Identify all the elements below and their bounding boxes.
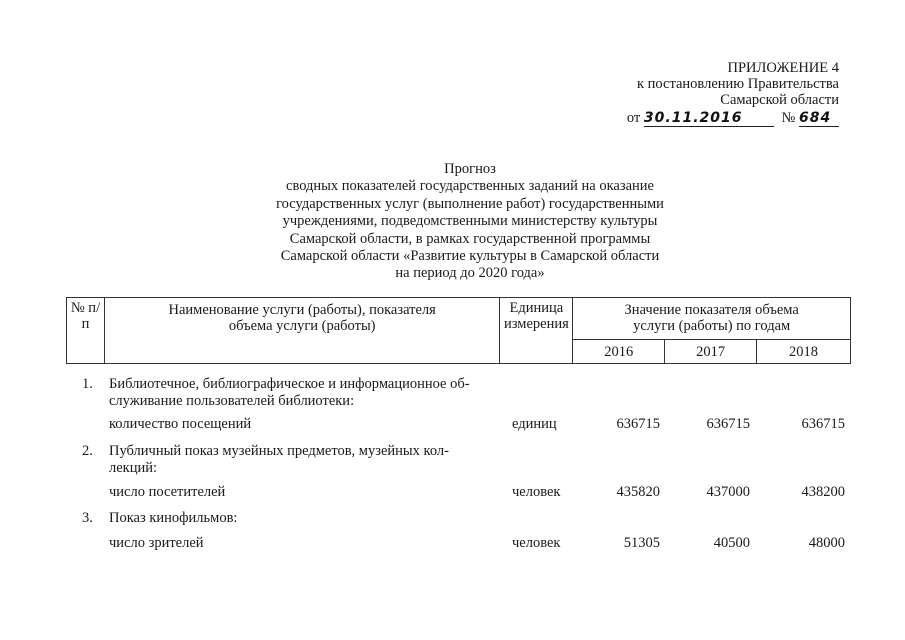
title-line: государственных услуг (выполнение работ) государственными	[276, 195, 664, 212]
row-value-2017: 636715	[706, 416, 750, 432]
number-prefix: №	[781, 110, 796, 126]
appendix-line1: к постановлению Правительства	[637, 76, 839, 92]
number-field	[799, 110, 839, 127]
title-line: Прогноз	[444, 161, 496, 177]
header-name: Наименование услуги (работы), показателя объема услуги (работы)	[104, 298, 499, 364]
header-year-2017: 2017	[665, 340, 757, 364]
row-num: 2.	[82, 443, 93, 459]
row-unit: единиц	[512, 416, 557, 432]
title-line: Самарской области, в рамках государственной программы	[289, 230, 651, 247]
appendix-block	[627, 60, 839, 127]
header-values: Значение показателя объема услуги (работы) по годам	[573, 298, 851, 340]
row-service	[109, 376, 509, 409]
row-value-2016: 435820	[616, 484, 660, 500]
row-value-2018: 636715	[801, 416, 845, 432]
table-header	[66, 297, 851, 364]
number-value: 684	[799, 110, 832, 126]
row-service	[109, 443, 509, 476]
row-value-2017: 437000	[706, 484, 750, 500]
row-value-2017: 40500	[713, 535, 750, 551]
appendix-line2: Самарской области	[720, 92, 839, 108]
appendix-date-line	[627, 110, 839, 127]
header-unit: Единица измерения	[500, 298, 573, 364]
header-year-2018: 2018	[757, 340, 851, 364]
header-num: № п/п	[67, 298, 105, 364]
row-service	[109, 510, 509, 527]
row-value-2018: 438200	[801, 484, 845, 500]
title-line: учреждениями, подведомственными министерству культуры	[282, 213, 658, 230]
service-line: Публичный показ музейных предметов, музейных кол-	[109, 443, 449, 459]
row-value-2016: 636715	[616, 416, 660, 432]
header-year-2016: 2016	[573, 340, 665, 364]
title-line: Самарской области «Развитие культуры в Самарской области	[280, 248, 660, 265]
document-title	[150, 161, 790, 283]
service-line: лекций:	[109, 459, 158, 476]
row-indicator: число зрителей	[109, 535, 204, 551]
date-value: 30.11.2016	[643, 110, 743, 126]
date-field	[644, 110, 774, 127]
row-num: 1.	[82, 376, 93, 392]
row-indicator: число посетителей	[109, 484, 226, 500]
service-line: Библиотечное, библиографическое и информационное об-	[109, 376, 470, 392]
service-line: Показ кинофильмов:	[109, 510, 238, 526]
row-num: 3.	[82, 510, 93, 526]
row-value-2018: 48000	[808, 535, 845, 551]
service-line: служивание пользователей библиотеки:	[109, 392, 355, 409]
row-unit: человек	[512, 484, 561, 500]
row-value-2016: 51305	[623, 535, 660, 551]
row-unit: человек	[512, 535, 561, 551]
appendix-label: ПРИЛОЖЕНИЕ 4	[727, 60, 839, 76]
row-indicator: количество посещений	[109, 416, 252, 432]
date-prefix: от	[626, 110, 641, 126]
title-line: на период до 2020 года»	[395, 265, 545, 282]
title-line: сводных показателей государственных заданий на оказание	[286, 178, 654, 195]
